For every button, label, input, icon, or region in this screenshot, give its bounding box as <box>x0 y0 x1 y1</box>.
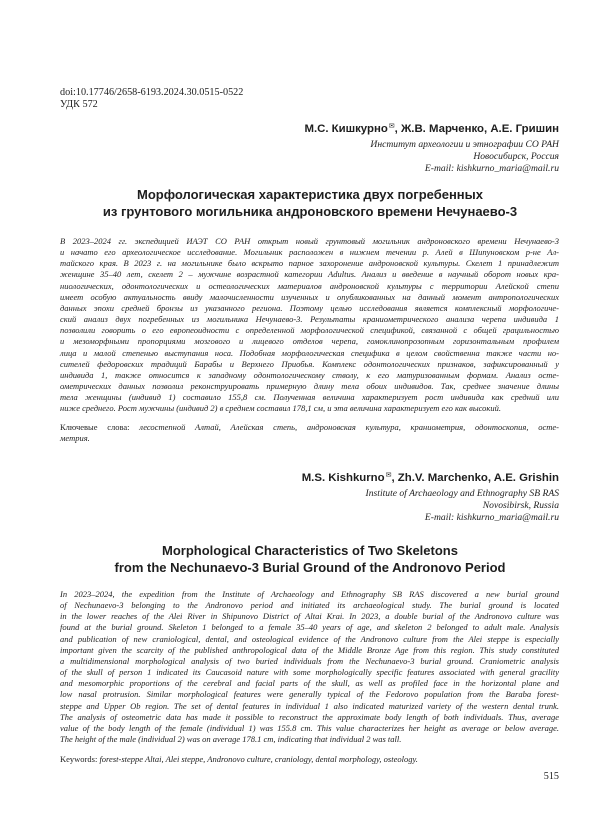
abstract-en-line: The analysis of osteometric data has made it possible to reconstruct the approximate body length of both individuals. Thus, average <box>60 711 559 722</box>
authors-en <box>302 471 559 484</box>
keywords-en-line-1 <box>60 754 559 765</box>
institute-ru: Институт археологии и этнографии СО РАН <box>370 139 559 150</box>
abstract-en-line: in the lower reaches of the Alei River in Shipunovo District of Altai Krai. In 2023, a double burial of the Andronovo culture was <box>60 611 559 622</box>
coauthors-ru: , Ж.В. Марченко, А.Е. Гришин <box>394 123 559 135</box>
abstract-ru-line: имеет особую актуальность ввиду малочисленности изученных и опубликованных на данный момент антропологических <box>60 291 559 302</box>
institute-en: Institute of Archaeology and Ethnography SB RAS <box>365 488 559 499</box>
abstract-ru-line: женщине 35–40 лет, скелет 2 – мужчине возрастной категории Adultus. Анализ и введение в научный оборот новых кра- <box>60 269 559 280</box>
doi: doi:10.17746/2658-6193.2024.30.0515-0522 <box>60 87 244 98</box>
keywords-ru-text: лесостепной Алтай, Алейская степь, андроновская культура, краниометрия, одонтоскопия, осте- <box>139 422 560 432</box>
title-en-line-2: from the Nechunaevo-3 Burial Ground of the Andronovo Period <box>114 559 506 575</box>
title-en <box>60 543 560 576</box>
abstract-ru-line: ниже среднего. Рост мужчины (индивид 2) в среднем составил 178,1 см, и эта величина характеризует его как высокий. <box>60 403 501 414</box>
title-ru-line-1: Морфологическая характеристика двух погребенных <box>137 187 483 202</box>
abstract-en-line: steppe and Upper Ob region. The set of dental features in individual 1 also indicated maturized variety of the western dental trunk. <box>60 700 559 711</box>
abstract-ru-line: лица и малой степенью выступания носа. Подобная морфологическая специфика в целом свойственна также части но- <box>60 347 559 358</box>
corresponding-author-en: M.S. Kishkurno <box>301 472 385 484</box>
abstract-ru-line: сителей федоровских традиций Барабы и Верхнего Приобья. Комплекс одонтологических признаков, зафиксированный у <box>60 358 559 369</box>
abstract-ru-line: ометрических данных позволил реконструировать примерную длину тела обоих индивидов. Так, среднее значение длины <box>60 381 559 392</box>
keywords-ru-line-1 <box>60 422 559 433</box>
abstract-en-line: and publication of new craniological, dental, and osteological evidence of the Andronovo culture from the Alei steppe is especially <box>60 633 559 644</box>
abstract-ru-line: данных эпохи средней бронзы из указанного региона. Поэтому целью исследования является комплексный морфологиче- <box>60 302 559 313</box>
keywords-en <box>60 754 559 765</box>
abstract-en <box>60 589 559 745</box>
keywords-en-text: forest-steppe Altai, Alei steppe, Andronovo culture, craniology, dental morphology, osteology. <box>99 754 418 764</box>
abstract-ru-line: индивида 1, также относится к западному одонтологическому стволу, к его матуризованным формам. Анализ осте- <box>60 369 559 380</box>
udc-code: УДК 572 <box>60 99 98 110</box>
abstract-ru-line: тайского края. В 2023 г. на могильнике было вскрыто парное захоронение андроновской культуры. Скелет 1 принадлежит <box>60 258 559 269</box>
affiliation-ru <box>370 139 559 176</box>
abstract-ru-line: позволили говорить о его европеоидности с определенной морфологической спецификой, связанной с общей грацильностью <box>60 325 559 336</box>
city-ru: Новосибирск, Россия <box>473 151 559 163</box>
email-ru: E-mail: kishkurno_maria@mail.ru <box>424 163 559 175</box>
abstract-ru-line: и мезоморфными пропорциями мозгового и лицевого отделов черепа, гомоклинопрозопным горизонтальным профилем <box>60 336 559 347</box>
coauthors-en: , Zh.V. Marchenko, A.E. Grishin <box>391 472 559 484</box>
abstract-en-line: of the skull of person 1 indicated its Caucasoid nature with some morphologically specific features associated with general gracility <box>60 667 559 678</box>
abstract-ru-line: ский анализ двух погребенных из могильника Нечунаево-3. Результаты краниометрического анализа черепа индивида 1 <box>60 314 559 325</box>
keywords-ru-text-cont: метрия. <box>60 433 90 444</box>
keywords-ru-line-2 <box>60 433 559 444</box>
keywords-ru <box>60 422 559 444</box>
abstract-en-line: a multidimensional morphological analysis of two buried individuals from the Nechunaevo-3 burial ground. Craniometric analysis <box>60 655 559 666</box>
abstract-en-line: found at the burial ground. Skeleton 1 belonged to a female 35–40 years of age, and skeleton 2 belonged to adult male. Analysis <box>60 622 559 633</box>
envelope-icon: ✉ <box>385 472 392 479</box>
title-ru <box>60 187 560 220</box>
page-number: 515 <box>543 771 559 782</box>
title-en-line-1: Morphological Characteristics of Two Skeletons <box>162 543 458 558</box>
keywords-en-label: Keywords: <box>60 754 98 764</box>
abstract-ru-line: В 2023–2024 гг. экспедицией ИАЭТ СО РАН открыт новый грунтовый могильник андроновского времени Нечунаево-3 <box>60 236 559 246</box>
abstract-ru-line: ниологических, одонтологических и остеологических материалов андроновской культуры с территории Алейской степи <box>60 280 559 291</box>
keywords-ru-label: Ключевые слова: <box>60 422 130 432</box>
abstract-en-line: low nasal protrusion. Similar morphological features were generally typical of the Fedorovo population from the Baraba forest- <box>60 689 559 700</box>
corresponding-author-ru: М.С. Кишкурно <box>304 123 388 135</box>
abstract-ru <box>60 236 559 415</box>
authors-ru <box>304 122 559 135</box>
abstract-en-line: of Nechunaevo-3 belonging to the Andronovo period and initiated its archaeological study. The burial ground is located <box>60 600 559 611</box>
affiliation-en <box>366 488 559 525</box>
abstract-en-line: and mesomorphic proportions of the cerebral and facial parts of the skull, as well as profiled face in the horizontal plane and <box>60 678 559 689</box>
email-en: E-mail: kishkurno_maria@mail.ru <box>424 512 559 524</box>
abstract-ru-line: тела женщины (индивид 1) составило 155,8 см. Полученная величина характеризует рост индивида как средний или <box>60 392 559 403</box>
envelope-icon: ✉ <box>388 123 395 130</box>
abstract-ru-line: и начато его археологическое исследование. Могильник расположен в нижнем течении р. Алей в Шипуновском р-не Ал- <box>60 247 559 258</box>
abstract-en-line: value of the body length of the female (individual 1) was 155.8 cm. This value characterizes her height as average or below average. <box>60 722 559 733</box>
abstract-en-line: The height of the male (individual 2) was on average 178.1 cm, indicating that individual 2 was tall. <box>60 734 402 745</box>
abstract-en-line: important given the scarcity of the published anthropological data of the Middle Bronze Age from this region. This study constituted <box>60 644 559 655</box>
abstract-en-line: In 2023–2024, the expedition from the Institute of Archaeology and Ethnography SB RAS discovered a new burial ground <box>60 589 559 599</box>
title-ru-line-2: из грунтового могильника андроновского времени Нечунаево-3 <box>102 203 518 219</box>
city-en: Novosibirsk, Russia <box>482 500 559 512</box>
